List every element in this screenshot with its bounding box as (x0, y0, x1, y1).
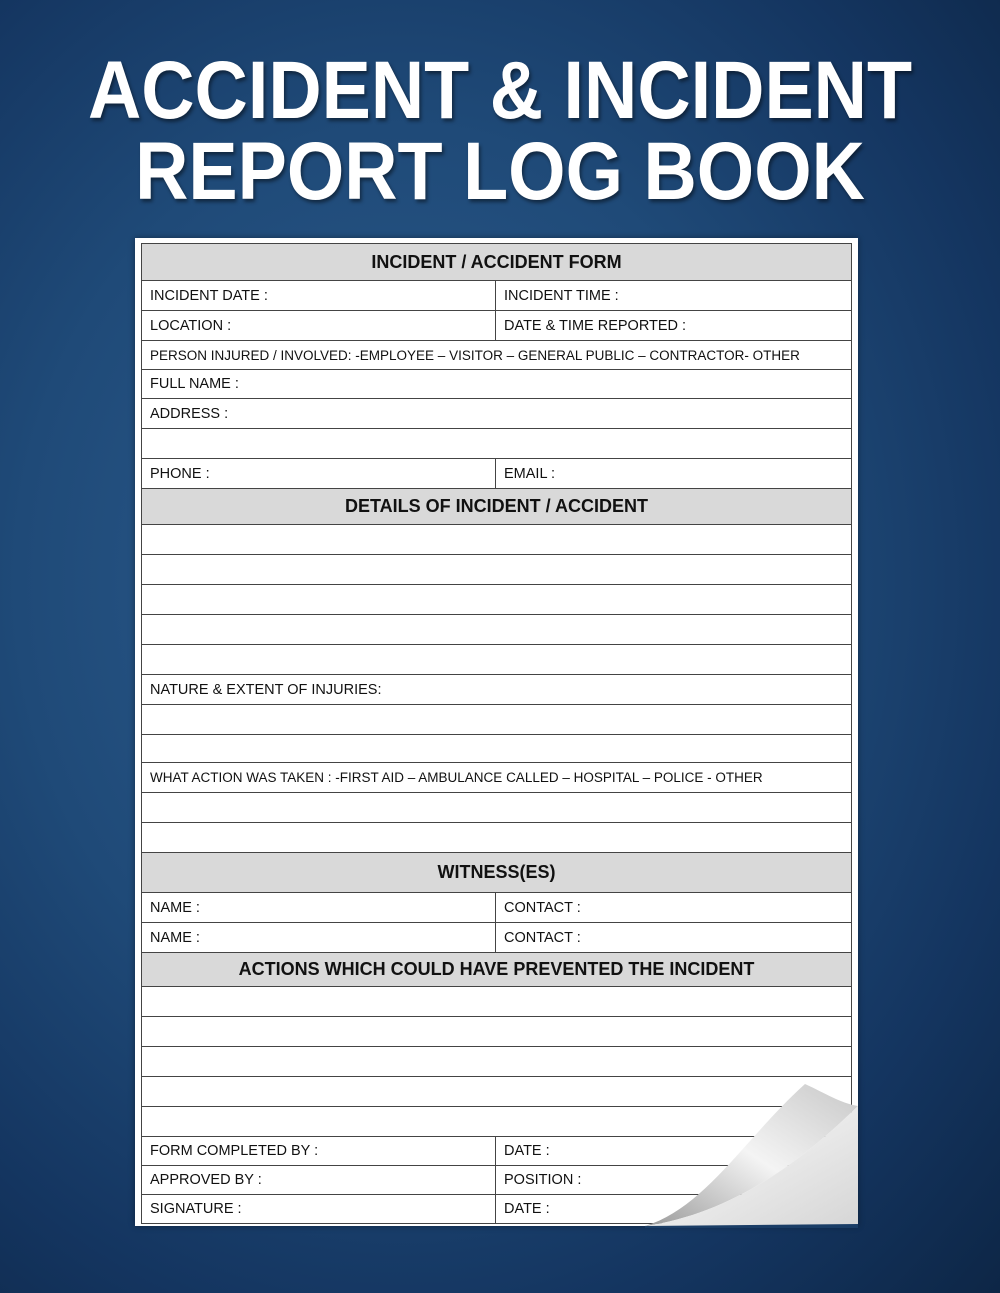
details-line[interactable] (142, 615, 851, 644)
prevention-line[interactable] (142, 987, 851, 1016)
address-field[interactable]: ADDRESS : (150, 405, 229, 422)
details-line[interactable] (142, 555, 851, 584)
phone-field[interactable]: PHONE : (142, 459, 496, 488)
form-header: INCIDENT / ACCIDENT FORM (142, 244, 851, 280)
details-line[interactable] (142, 645, 851, 674)
details-line[interactable] (142, 585, 851, 614)
page-curl-icon (625, 1078, 865, 1228)
location-field[interactable]: LOCATION : (142, 311, 496, 340)
approved-by-field[interactable]: APPROVED BY : (142, 1166, 496, 1194)
incident-time-field[interactable]: INCIDENT TIME : (504, 287, 619, 304)
injuries-line[interactable] (142, 735, 851, 762)
witness-header: WITNESS(ES) (142, 853, 851, 892)
address-line-2[interactable] (142, 429, 851, 458)
cover-title-line2: REPORT LOG BOOK (135, 126, 865, 217)
form-page (135, 238, 858, 1226)
details-line[interactable] (142, 525, 851, 554)
prevention-line[interactable] (142, 1017, 851, 1046)
cover-title-line1: ACCIDENT & INCIDENT (87, 45, 913, 136)
position-field[interactable]: POSITION : (504, 1172, 582, 1188)
date-time-reported-field[interactable]: DATE & TIME REPORTED : (504, 317, 687, 334)
prevention-header: ACTIONS WHICH COULD HAVE PREVENTED THE INCIDENT (142, 953, 851, 986)
person-involved-field[interactable]: PERSON INJURED / INVOLVED: -EMPLOYEE – VISITOR – GENERAL PUBLIC – CONTRACTOR- OTHER (150, 347, 800, 363)
witness-name-field[interactable]: NAME : (142, 893, 496, 922)
injuries-line[interactable] (142, 705, 851, 734)
witness-contact-field[interactable]: CONTACT : (504, 899, 581, 916)
action-line[interactable] (142, 793, 851, 822)
signature-field[interactable]: SIGNATURE : (142, 1195, 496, 1223)
incident-date-field[interactable]: INCIDENT DATE : (142, 281, 496, 310)
incident-form (141, 243, 852, 1224)
completed-by-field[interactable]: FORM COMPLETED BY : (142, 1137, 496, 1165)
nature-of-injuries-field[interactable]: NATURE & EXTENT OF INJURIES: (150, 681, 382, 698)
completed-date-field[interactable]: DATE : (504, 1143, 550, 1159)
witness-contact-field[interactable]: CONTACT : (504, 929, 581, 946)
full-name-field[interactable]: FULL NAME : (150, 376, 239, 392)
details-header: DETAILS OF INCIDENT / ACCIDENT (142, 489, 851, 524)
prevention-line[interactable] (142, 1047, 851, 1076)
email-field[interactable]: EMAIL : (504, 465, 556, 482)
signature-date-field[interactable]: DATE : (504, 1201, 550, 1217)
witness-name-field[interactable]: NAME : (142, 923, 496, 952)
action-taken-field[interactable]: WHAT ACTION WAS TAKEN : -FIRST AID – AMBULANCE CALLED – HOSPITAL – POLICE - OTHER (150, 770, 763, 785)
action-line[interactable] (142, 823, 851, 852)
